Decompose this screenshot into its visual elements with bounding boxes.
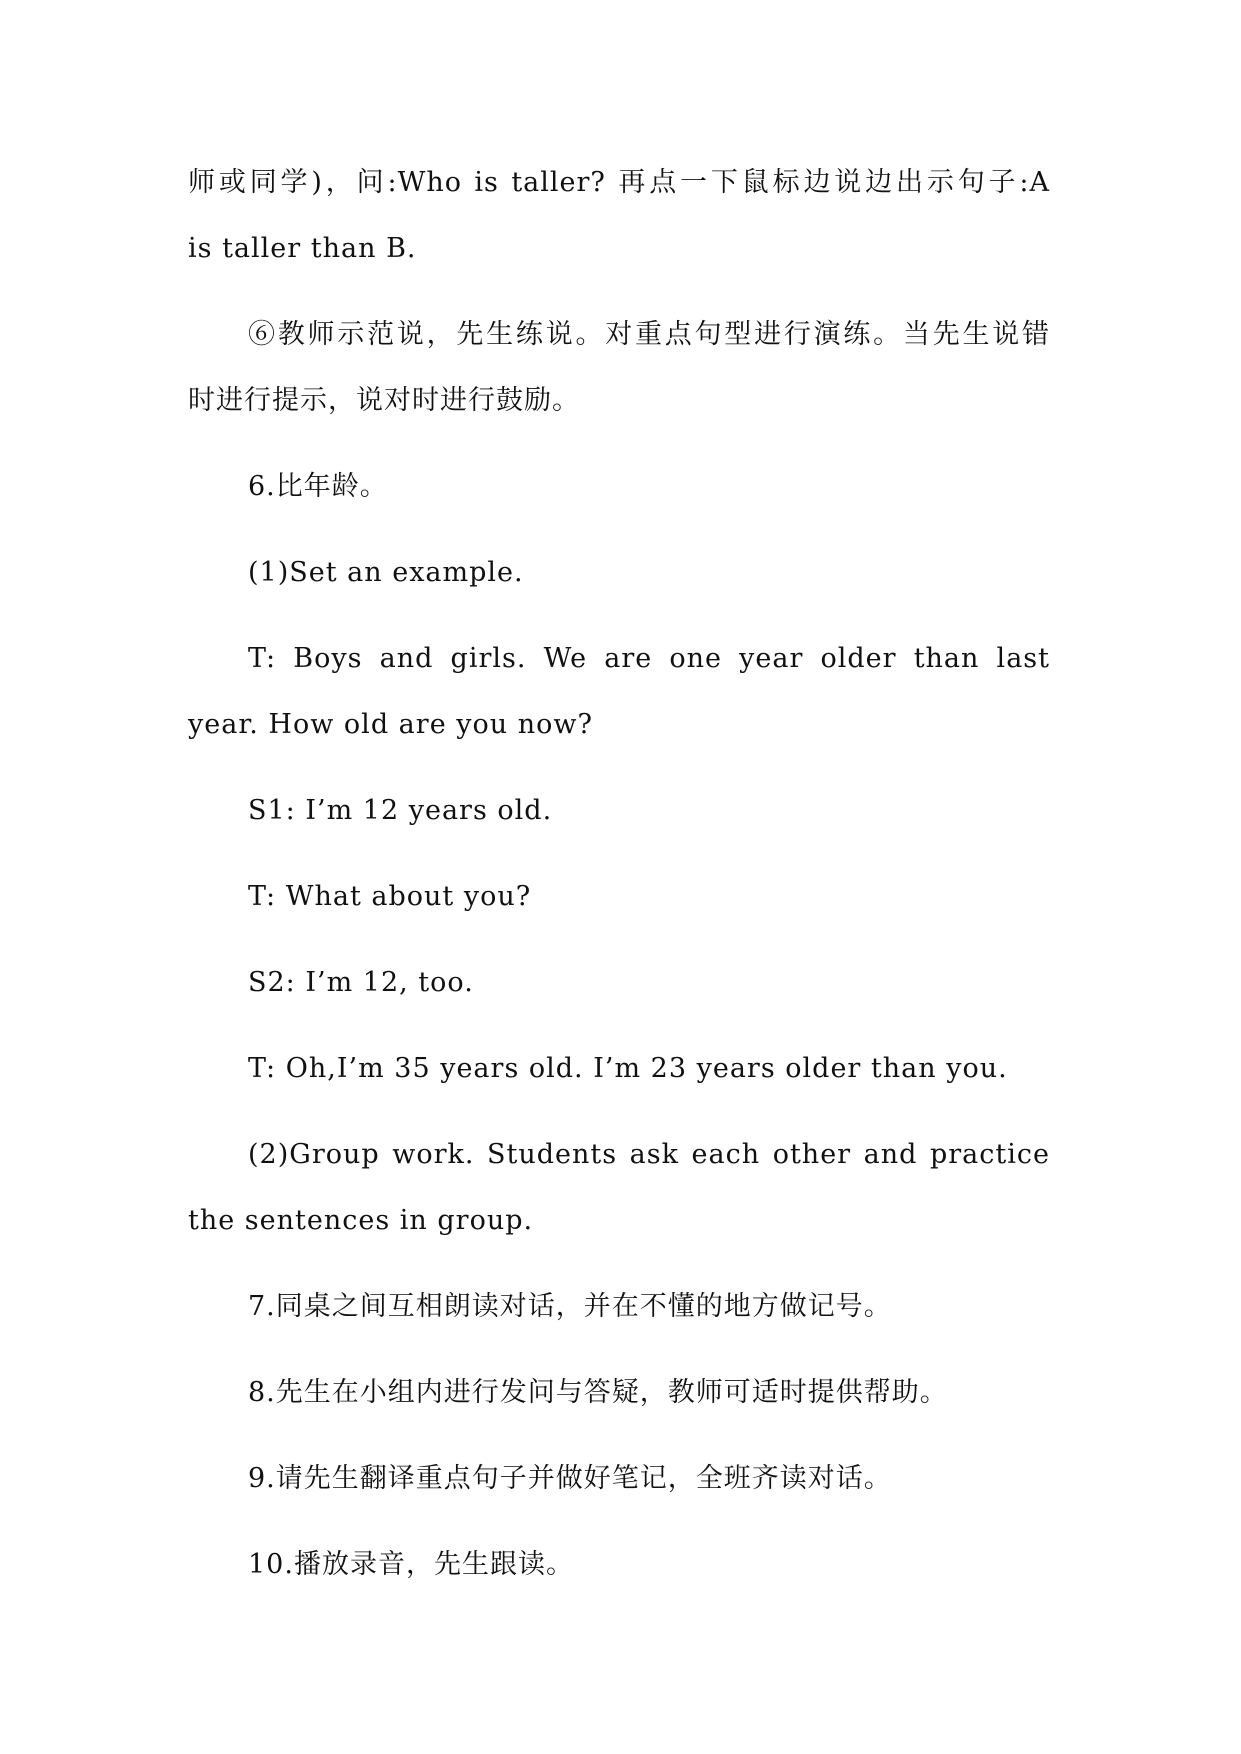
dialogue-line: S1: I’m 12 years old. [248, 795, 553, 826]
dialogue-line: year. How old are you now? [188, 709, 593, 740]
list-item: 10.播放录音，先生跟读。 [248, 1549, 574, 1580]
list-item: 8.先生在小组内进行发问与答疑，教师可适时提供帮助。 [248, 1377, 948, 1408]
dialogue-line: S2: I’m 12, too. [248, 967, 474, 998]
paragraph-line: (1)Set an example. [248, 557, 524, 588]
paragraph-line: 时进行提示，说对时进行鼓励。 [188, 385, 580, 416]
dialogue-line: T: Oh,I’m 35 years old. I’m 23 years older than you. [248, 1053, 1008, 1084]
paragraph-line: (2)Group work. Students ask each other and practice [248, 1139, 1050, 1170]
paragraph-line: the sentences in group. [188, 1205, 534, 1236]
paragraph-line: is taller than B. [188, 233, 417, 264]
dialogue-line: T: Boys and girls. We are one year older than last [248, 643, 1050, 674]
list-item: 9.请先生翻译重点句子并做好笔记，全班齐读对话。 [248, 1463, 892, 1494]
dialogue-line: T: What about you? [248, 881, 532, 912]
paragraph-line: 师或同学)，问:Who is taller? 再点一下鼠标边说边出示句子:A [188, 167, 1050, 198]
paragraph-line: ⑥教师示范说，先生练说。对重点句型进行演练。当先生说错 [248, 319, 1050, 350]
list-item: 7.同桌之间互相朗读对话，并在不懂的地方做记号。 [248, 1291, 892, 1322]
section-heading: 6.比年龄。 [248, 471, 388, 502]
